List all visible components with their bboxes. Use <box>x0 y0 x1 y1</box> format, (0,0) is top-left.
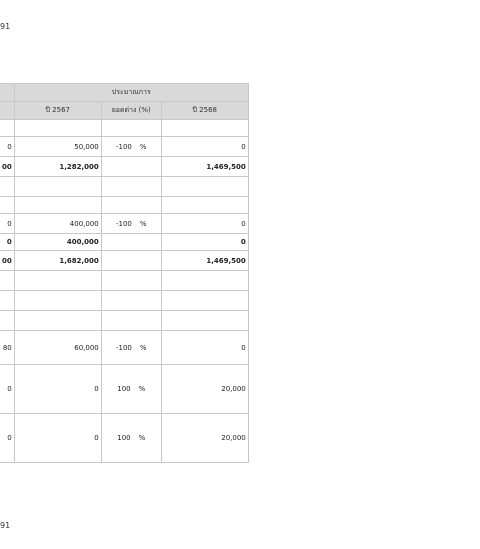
cell-year-2568: 1,469,500 <box>161 251 248 271</box>
cell-year-2567: 0 <box>14 365 101 414</box>
cell-year-2567: 60,000 <box>14 331 101 365</box>
cell-first: 0 <box>0 234 14 251</box>
cell-diff-percent <box>101 137 161 157</box>
table-row <box>0 365 248 414</box>
cell-year-2568 <box>161 197 248 214</box>
table-row <box>0 214 248 234</box>
cell-diff-percent <box>101 157 161 177</box>
cell-year-2568 <box>161 177 248 197</box>
cell-first: 00 <box>0 251 14 271</box>
cell-diff-percent <box>101 234 161 251</box>
table-row <box>0 331 248 365</box>
cell-first <box>0 271 14 291</box>
cell-year-2568 <box>161 311 248 331</box>
cell-diff-percent <box>101 271 161 291</box>
pct-unit: % <box>138 385 146 393</box>
pct-value: -100 <box>115 219 132 228</box>
page-footer-fragment: 91 <box>0 521 11 530</box>
budget-table <box>0 83 249 463</box>
cell-first <box>0 177 14 197</box>
table-row <box>0 271 248 291</box>
cell-first: 80 <box>0 331 14 365</box>
header-year-2567: ปี 2567 <box>14 102 101 120</box>
pct-unit: % <box>139 219 147 228</box>
cell-diff-percent <box>101 331 161 365</box>
cell-first: 0 <box>0 214 14 234</box>
cell-year-2567: 1,282,000 <box>14 157 101 177</box>
pct-value: 100 <box>117 385 131 393</box>
cell-first: 0 <box>0 414 14 463</box>
cell-year-2567 <box>14 291 101 311</box>
cell-diff-percent <box>101 177 161 197</box>
cell-year-2567: 1,682,000 <box>14 251 101 271</box>
cell-diff-percent <box>101 120 161 137</box>
cell-diff-percent <box>101 414 161 463</box>
cell-first <box>0 197 14 214</box>
cell-year-2568: 20,000 <box>161 414 248 463</box>
pct-unit: % <box>138 434 146 442</box>
pct-value: -100 <box>115 142 132 151</box>
cell-first: 00 <box>0 157 14 177</box>
pct-value: -100 <box>115 343 132 352</box>
table-row-subtotal <box>0 234 248 251</box>
cell-year-2567 <box>14 311 101 331</box>
cell-year-2568 <box>161 291 248 311</box>
table-row-total <box>0 251 248 271</box>
header-year-2568: ปี 2568 <box>161 102 248 120</box>
table-row <box>0 177 248 197</box>
table-row <box>0 311 248 331</box>
header-cell-blank-group <box>0 84 14 102</box>
table-header-group-row <box>0 84 248 102</box>
cell-year-2567: 50,000 <box>14 137 101 157</box>
cell-first <box>0 291 14 311</box>
cell-year-2568: 0 <box>161 331 248 365</box>
cell-year-2568: 20,000 <box>161 365 248 414</box>
pct-unit: % <box>139 142 147 151</box>
cell-first <box>0 311 14 331</box>
cell-diff-percent <box>101 251 161 271</box>
cell-year-2567 <box>14 197 101 214</box>
header-diff-percent: ยอดต่าง (%) <box>101 102 161 120</box>
cell-year-2567 <box>14 271 101 291</box>
cell-year-2567 <box>14 177 101 197</box>
cell-diff-percent <box>101 365 161 414</box>
table-row-subtotal <box>0 157 248 177</box>
cell-diff-percent <box>101 197 161 214</box>
cell-diff-percent <box>101 214 161 234</box>
cell-year-2568: 0 <box>161 214 248 234</box>
cell-diff-percent <box>101 291 161 311</box>
pct-unit: % <box>139 343 147 352</box>
cell-year-2567: 400,000 <box>14 234 101 251</box>
table-row <box>0 120 248 137</box>
cell-year-2567 <box>14 120 101 137</box>
cell-year-2568: 0 <box>161 234 248 251</box>
table-row <box>0 197 248 214</box>
cell-year-2567: 0 <box>14 414 101 463</box>
cell-year-2567: 400,000 <box>14 214 101 234</box>
table-row <box>0 137 248 157</box>
cell-first <box>0 120 14 137</box>
cell-year-2568 <box>161 120 248 137</box>
table-row <box>0 291 248 311</box>
pct-value: 100 <box>117 434 131 442</box>
cell-year-2568: 0 <box>161 137 248 157</box>
cell-year-2568 <box>161 271 248 291</box>
cell-first: 0 <box>0 137 14 157</box>
header-cell-blank <box>0 102 14 120</box>
table-header-row <box>0 102 248 120</box>
cell-year-2568: 1,469,500 <box>161 157 248 177</box>
header-estimate-group: ประมาณการ <box>14 84 248 102</box>
cell-first: 0 <box>0 365 14 414</box>
table-row <box>0 414 248 463</box>
cell-diff-percent <box>101 311 161 331</box>
page-header-fragment: 91 <box>0 22 11 31</box>
